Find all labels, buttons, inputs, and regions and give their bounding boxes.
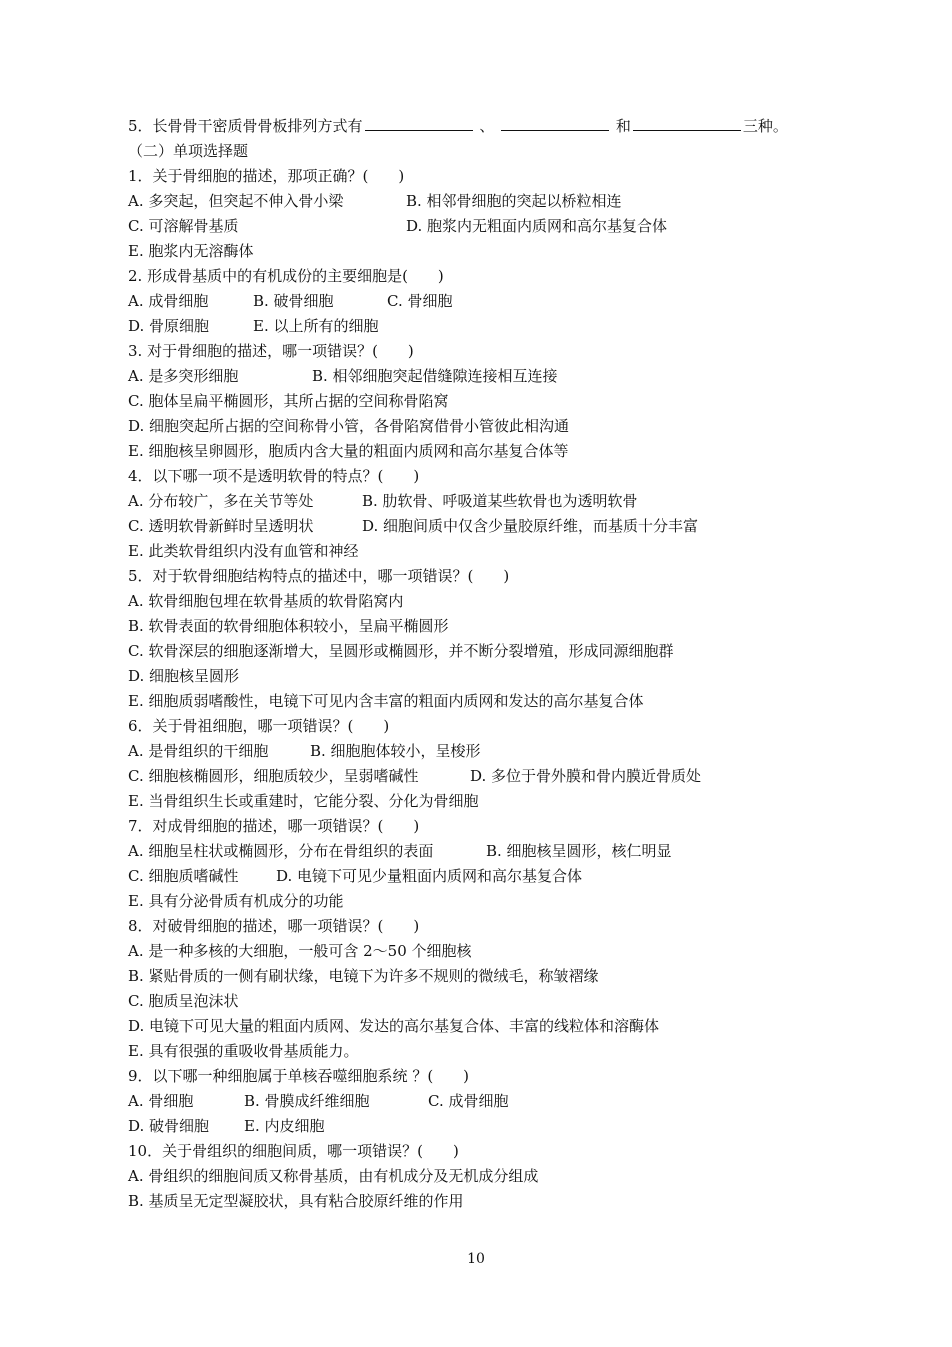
option-a: A. 细胞呈柱状或椭圆形，分布在骨组织的表面 <box>128 842 434 860</box>
option-e: E. 当骨组织生长或重建时，它能分裂、分化为骨细胞 <box>128 792 479 810</box>
fill-question <box>128 114 828 139</box>
option-d: D. 细胞核呈圆形 <box>128 667 240 685</box>
question-stem: 3. 对于骨细胞的描述，哪一项错误？( ) <box>128 342 414 360</box>
option-b: B. 相邻骨细胞的突起以桥粒相连 <box>406 192 622 210</box>
question-stem: 6．关于骨祖细胞，哪一项错误？( ) <box>128 717 390 735</box>
option-row <box>128 214 828 239</box>
fill-question-text: 5．长骨骨干密质骨骨板排列方式有 <box>128 117 363 135</box>
option-e: E. 此类软骨组织内没有血管和神经 <box>128 542 359 560</box>
answer-blank-3[interactable] <box>633 114 741 131</box>
question-stem: 10．关于骨组织的细胞间质，哪一项错误？( ) <box>128 1142 459 1160</box>
option-row <box>128 864 828 889</box>
fill-separator-1: 、 <box>479 117 495 135</box>
option-a: A. 多突起，但突起不伸入骨小梁 <box>128 192 344 210</box>
question-stem: 7．对成骨细胞的描述，哪一项错误？( ) <box>128 817 420 835</box>
option-e: E. 以上所有的细胞 <box>253 317 379 335</box>
option-c: C. 细胞质嗜碱性 <box>128 867 239 885</box>
option-a: A. 骨细胞 <box>128 1092 194 1110</box>
question-stem: 5．对于软骨细胞结构特点的描述中，哪一项错误？( ) <box>128 567 510 585</box>
option-e: E. 具有很强的重吸收骨基质能力。 <box>128 1042 359 1060</box>
option-row <box>128 189 828 214</box>
option-e: E. 胞浆内无溶酶体 <box>128 242 254 260</box>
option-d: D. 电镜下可见少量粗面内质网和高尔基复合体 <box>276 867 583 885</box>
question-stem: 8．对破骨细胞的描述，哪一项错误？( ) <box>128 917 420 935</box>
answer-blank-2[interactable] <box>501 114 609 131</box>
page-number: 10 <box>467 1251 485 1267</box>
page-content <box>128 114 828 1214</box>
option-row <box>128 514 828 539</box>
option-b: B. 破骨细胞 <box>253 292 334 310</box>
option-b: B. 细胞核呈圆形，核仁明显 <box>486 842 672 860</box>
option-d: D. 骨原细胞 <box>128 317 210 335</box>
option-row <box>128 1114 828 1139</box>
option-e: E. 具有分泌骨质有机成分的功能 <box>128 892 344 910</box>
option-row <box>128 764 828 789</box>
option-c: C. 细胞核椭圆形，细胞质较少，呈弱嗜碱性 <box>128 767 419 785</box>
option-c: C. 胞质呈泡沫状 <box>128 992 239 1010</box>
question-stem: 2. 形成骨基质中的有机成份的主要细胞是( ) <box>128 267 444 285</box>
fill-separator-2: 和 <box>615 117 631 135</box>
question-stem: 4．以下哪一项不是透明软骨的特点？( ) <box>128 467 420 485</box>
option-b: B. 肋软骨、呼吸道某些软骨也为透明软骨 <box>362 492 638 510</box>
option-e: E. 细胞核呈卵圆形，胞质内含大量的粗面内质网和高尔基复合体等 <box>128 442 569 460</box>
option-a: A. 是一种多核的大细胞，一般可含 2～50 个细胞核 <box>128 942 472 960</box>
option-b: B. 细胞胞体较小，呈梭形 <box>310 742 481 760</box>
option-row <box>128 314 828 339</box>
option-b: B. 相邻细胞突起借缝隙连接相互连接 <box>312 367 558 385</box>
option-c: C. 成骨细胞 <box>428 1092 509 1110</box>
option-e: E. 细胞质弱嗜酸性，电镜下可见内含丰富的粗面内质网和发达的高尔基复合体 <box>128 692 644 710</box>
option-a: A. 是骨组织的干细胞 <box>128 742 269 760</box>
option-row <box>128 1089 828 1114</box>
answer-blank-1[interactable] <box>365 114 473 131</box>
option-c: C. 软骨深层的细胞逐渐增大，呈圆形或椭圆形，并不断分裂增殖，形成同源细胞群 <box>128 642 674 660</box>
option-d: D. 电镜下可见大量的粗面内质网、发达的高尔基复合体、丰富的线粒体和溶酶体 <box>128 1017 660 1035</box>
option-d: D. 细胞突起所占据的空间称骨小管，各骨陷窝借骨小管彼此相沟通 <box>128 417 570 435</box>
option-e: E. 内皮细胞 <box>244 1117 325 1135</box>
option-row <box>128 364 828 389</box>
option-b: B. 基质呈无定型凝胶状，具有粘合胶原纤维的作用 <box>128 1192 464 1210</box>
option-row <box>128 289 828 314</box>
option-a: A. 软骨细胞包埋在软骨基质的软骨陷窝内 <box>128 592 404 610</box>
option-row <box>128 739 828 764</box>
option-d: D. 多位于骨外膜和骨内膜近骨质处 <box>470 767 702 785</box>
option-c: C. 胞体呈扁平椭圆形，其所占据的空间称骨陷窝 <box>128 392 449 410</box>
option-a: A. 骨组织的细胞间质又称骨基质，由有机成分及无机成分组成 <box>128 1167 539 1185</box>
option-c: C. 可溶解骨基质 <box>128 217 239 235</box>
question-stem: 9．以下哪一种细胞属于单核吞噬细胞系统 ？( ) <box>128 1067 470 1085</box>
section-title: （二）单项选择题 <box>128 142 249 160</box>
option-d: D. 破骨细胞 <box>128 1117 210 1135</box>
option-a: A. 成骨细胞 <box>128 292 209 310</box>
option-c: C. 透明软骨新鲜时呈透明状 <box>128 517 314 535</box>
option-b: B. 紧贴骨质的一侧有刷状缘，电镜下为许多不规则的微绒毛，称皱褶缘 <box>128 967 599 985</box>
option-row <box>128 839 828 864</box>
fill-question-suffix: 三种。 <box>742 117 788 135</box>
option-a: A. 分布较广，多在关节等处 <box>128 492 314 510</box>
option-row <box>128 489 828 514</box>
option-c: C. 骨细胞 <box>387 292 453 310</box>
question-stem: 1．关于骨细胞的描述，那项正确？( ) <box>128 167 405 185</box>
option-d: D. 细胞间质中仅含少量胶原纤维，而基质十分丰富 <box>362 517 699 535</box>
option-b: B. 软骨表面的软骨细胞体积较小，呈扁平椭圆形 <box>128 617 449 635</box>
option-b: B. 骨膜成纤维细胞 <box>244 1092 370 1110</box>
option-d: D. 胞浆内无粗面内质网和高尔基复合体 <box>406 217 668 235</box>
option-a: A. 是多突形细胞 <box>128 367 239 385</box>
